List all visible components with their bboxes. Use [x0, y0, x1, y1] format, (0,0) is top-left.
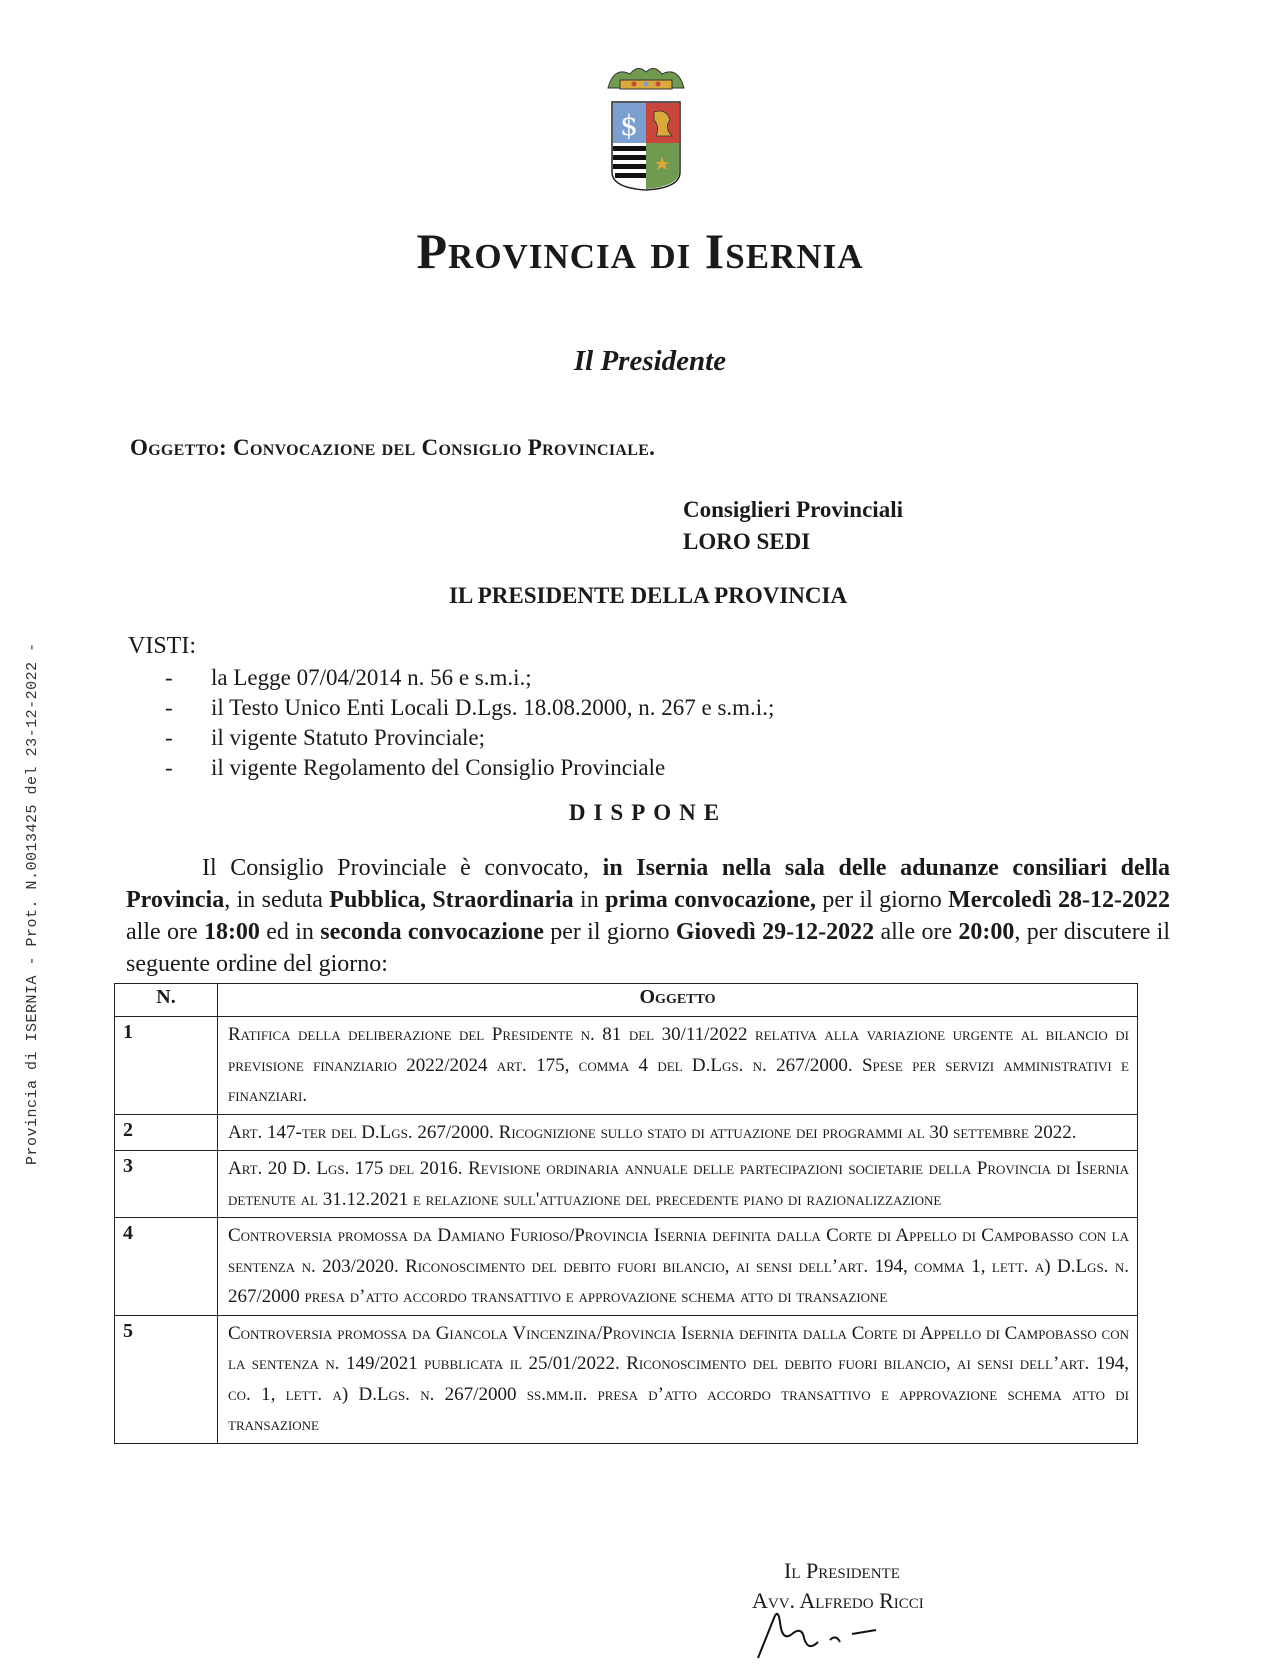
- svg-text:$: $: [620, 109, 638, 142]
- convocation-paragraph: Il Consiglio Provinciale è convocato, in Isernia nella sala delle adunanze consiliari della Provincia, in seduta Pubblica, Straordinaria in prima convocazione, per il giorno Mercoledì 28-12-2022 alle ore 18:00 ed in seconda convocazione per il giorno Giovedì 29-12-2022 alle ore 20:00, per discutere il seguente ordine del giorno:: [126, 855, 1171, 977]
- table-row: [115, 1218, 1138, 1316]
- row-subject: Ratifica della deliberazione del Presidente n. 81 del 30/11/2022 relativa alla variazione urgente al bilancio di previsione finanziario 2022/2024 art. 175, comma 4 del D.Lgs. n. 267/2000. Spese per servizi amministrativi e finanziari.: [218, 1017, 1138, 1115]
- table-header-row: [115, 984, 1138, 1017]
- row-subject: Art. 20 D. Lgs. 175 del 2016. Revisione ordinaria annuale delle partecipazioni societarie della Provincia di Isernia detenute al 31.12.2021 e relazione sull'attuazione del precedente piano di razionalizzazione: [218, 1151, 1138, 1218]
- column-header-subject: Oggetto: [218, 984, 1138, 1017]
- recipients-block: [683, 494, 903, 558]
- visti-label: VISTI:: [128, 633, 196, 659]
- coat-of-arms-icon: [600, 62, 692, 192]
- list-item: - il vigente Regolamento del Consiglio Provinciale: [165, 755, 666, 780]
- table-row: [115, 1315, 1138, 1443]
- row-number: 1: [115, 1017, 218, 1115]
- protocol-stamp: Provincia di ISERNIA - Prot. N.0013425 del 23-12-2022 -: [24, 642, 41, 1165]
- visti-list: [165, 663, 774, 783]
- section-heading: IL PRESIDENTE DELLA PROVINCIA: [448, 583, 848, 608]
- signature-name: Avv. Alfredo Ricci: [752, 1588, 924, 1613]
- column-header-number: N.: [115, 984, 218, 1017]
- table-row: [115, 1151, 1138, 1218]
- list-item: - il vigente Statuto Provinciale;: [165, 725, 486, 750]
- row-number: 2: [115, 1114, 218, 1151]
- dispone-heading: DISPONE: [568, 800, 728, 825]
- signature-label: Il Presidente: [784, 1558, 900, 1583]
- row-number: 5: [115, 1315, 218, 1443]
- list-item: - la Legge 07/04/2014 n. 56 e s.m.i.;: [165, 665, 532, 690]
- list-item: - il Testo Unico Enti Locali D.Lgs. 18.08.2000, n. 267 e s.m.i.;: [165, 695, 775, 720]
- row-number: 4: [115, 1218, 218, 1316]
- row-subject: Art. 147-ter del D.Lgs. 267/2000. Ricognizione sullo stato di attuazione dei programmi al 30 settembre 2022.: [218, 1114, 1138, 1151]
- row-number: 3: [115, 1151, 218, 1218]
- table-row: [115, 1017, 1138, 1115]
- row-subject: Controversia promossa da Giancola Vincenzina/Provincia Isernia definita dalla Corte di Appello di Campobasso con la sentenza n. 149/2021 pubblicata il 25/01/2022. Riconoscimento del debito fuori bilancio, ai sensi dell’art. 194, co. 1, lett. a) D.Lgs. n. 267/2000 ss.mm.ii. presa d’atto accordo transattivo e approvazione schema atto di transazione: [218, 1315, 1138, 1443]
- subject-line: Oggetto: Convocazione del Consiglio Provinciale.: [130, 435, 656, 460]
- recipients-line-2: LORO SEDI: [683, 529, 811, 554]
- table-row: [115, 1114, 1138, 1151]
- handwritten-signature-icon: [752, 1598, 952, 1668]
- document-subtitle: Il Presidente: [573, 345, 727, 377]
- agenda-table: [114, 983, 1138, 1444]
- document-title: Provincia di Isernia: [416, 223, 864, 279]
- row-subject: Controversia promossa da Damiano Furioso/Provincia Isernia definita dalla Corte di Appello di Campobasso con la sentenza n. 203/2020. Riconoscimento del debito fuori bilancio, ai sensi dell’art. 194, comma 1, lett. a) D.Lgs. n. 267/2000 presa d’atto accordo transattivo e approvazione schema atto di transazione: [218, 1218, 1138, 1316]
- recipients-line-1: Consiglieri Provinciali: [683, 497, 903, 522]
